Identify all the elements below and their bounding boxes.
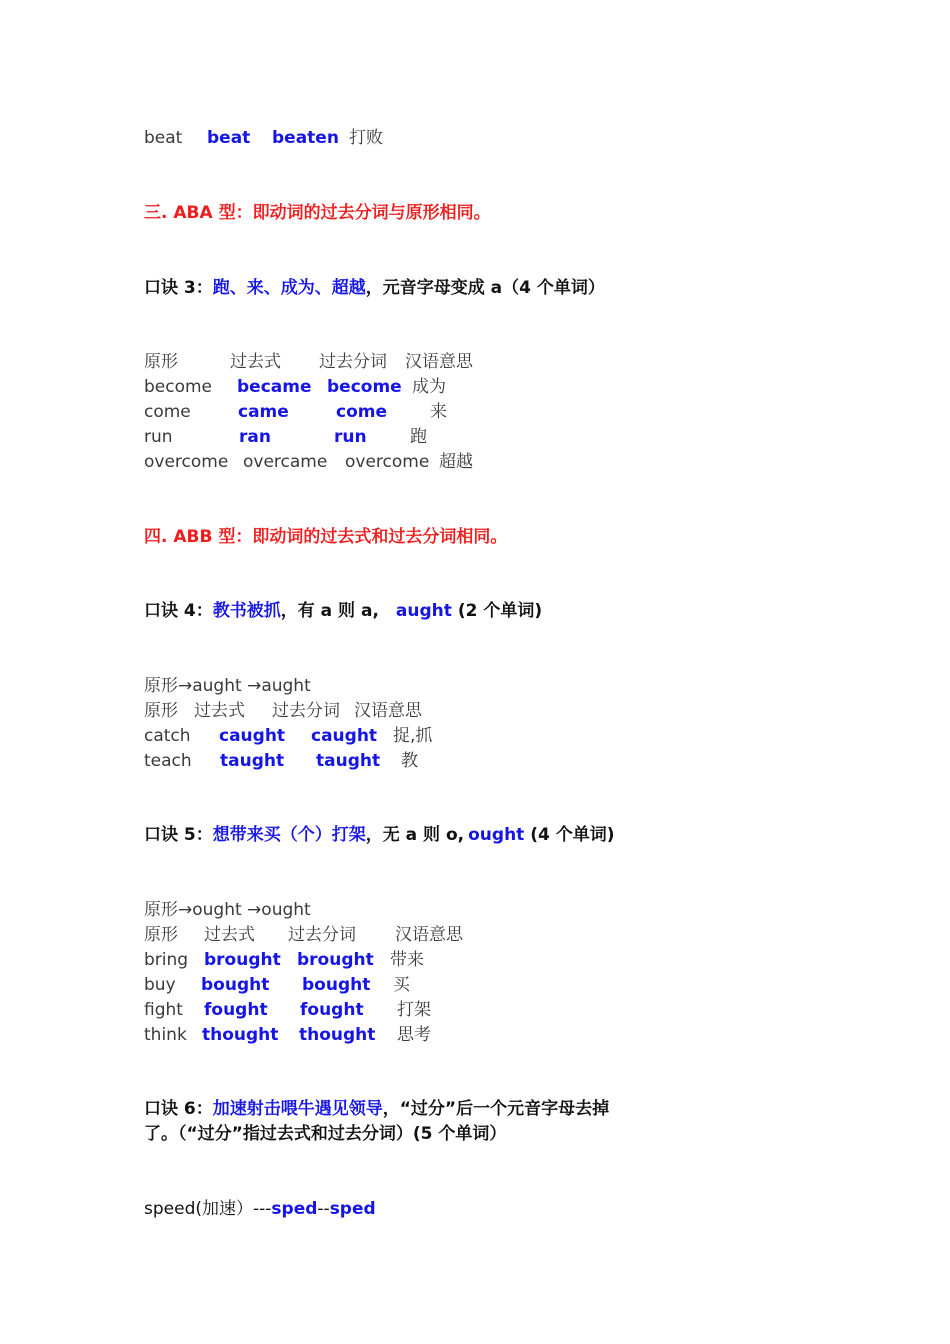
mnemonic-5 [144,823,615,847]
speed-base: speed(加速）--- [144,1199,272,1219]
col-header: 过去分词 [288,925,356,945]
mnemonic-ending: ought [468,825,525,845]
mnemonic-prefix: 口诀 5： [144,825,213,845]
base-form: think [144,1025,187,1045]
mnemonic-6 [144,1097,609,1121]
mnemonic-highlight: 教书被抓 [212,601,281,621]
past-tense: fought [204,1000,268,1020]
past-participle: taught [316,751,381,771]
past-participle: thought [299,1025,376,1045]
base-form: overcome [144,452,229,472]
base-form: teach [144,751,192,771]
col-header: 过去式 [204,925,255,945]
mnemonic-suffix: ，元音字母变成 a（4 个单词） [365,278,605,298]
base-form: become [144,377,213,397]
mnemonic-6-line2: 了。（“过分”指过去式和过去分词）(5 个单词） [144,1124,507,1144]
meaning: 成为 [412,377,446,397]
mnemonic-suffix: (4 个单词) [524,825,615,845]
past-participle: brought [297,950,374,970]
past-participle: run [334,427,367,447]
past-tense: overcame [243,452,328,472]
section-abb-heading: 四. ABB 型：即动词的过去式和过去分词相同。 [144,527,508,547]
mnemonic-4 [144,599,542,623]
past-tense: became [237,377,312,397]
past-participle: become [327,377,402,397]
meaning: 跑 [410,427,427,447]
col-header: 原形 [144,925,178,945]
meaning: 来 [430,402,447,422]
mnemonic-highlight: 跑、来、成为、超越 [212,278,366,298]
meaning: 超越 [439,452,473,472]
past-tense: came [238,402,289,422]
col-header: 过去式 [230,352,281,372]
base-form: beat [144,128,183,148]
separator: -- [317,1199,330,1219]
mnemonic-highlight: 加速射击喂牛遇见领导 [212,1099,383,1119]
mnemonic-ending: aught [395,601,452,621]
past-tense: beat [207,128,251,148]
col-header: 过去式 [194,701,245,721]
col-header: 汉语意思 [405,352,473,372]
mnemonic-prefix: 口诀 4： [144,601,213,621]
past-participle: fought [300,1000,364,1020]
col-header: 过去分词 [272,701,340,721]
meaning: 思考 [397,1025,431,1045]
meaning: 打架 [397,1000,431,1020]
mnemonic-3 [144,276,605,300]
past-tense: ran [239,427,271,447]
mnemonic-suffix: (2 个单词) [451,601,543,621]
mnemonic-highlight: 想带来买（个）打架 [212,825,366,845]
past-tense: thought [202,1025,279,1045]
past-participle: come [336,402,387,422]
pattern-line: 原形→aught →aught [144,676,311,696]
mnemonic-suffix: ，“过分”后一个元音字母去掉 [382,1099,610,1119]
base-form: run [144,427,173,447]
col-header: 汉语意思 [354,701,422,721]
mnemonic-prefix: 口诀 6： [144,1099,213,1119]
section-aba-heading: 三. ABA 型：即动词的过去分词与原形相同。 [144,203,491,223]
base-form: bring [144,950,189,970]
meaning: 捉,抓 [393,726,433,746]
base-form: fight [144,1000,183,1020]
meaning: 教 [401,751,418,771]
col-header: 原形 [144,701,178,721]
mnemonic-mid: ，有 a 则 a, [280,601,379,621]
speed-line [144,1197,376,1221]
past-tense: sped [271,1199,318,1219]
col-header: 原形 [144,352,178,372]
past-participle: sped [329,1199,376,1219]
past-tense: caught [219,726,286,746]
past-tense: bought [201,975,270,995]
meaning: 打败 [349,128,383,148]
past-tense: brought [204,950,281,970]
base-form: come [144,402,191,422]
col-header: 过去分词 [319,352,387,372]
base-form: buy [144,975,176,995]
past-participle: overcome [345,452,430,472]
meaning: 带来 [390,950,424,970]
mnemonic-mid: ，无 a 则 o, [365,825,465,845]
base-form: catch [144,726,191,746]
pattern-line: 原形→ought →ought [144,900,311,920]
meaning: 买 [393,975,410,995]
mnemonic-prefix: 口诀 3： [144,278,213,298]
past-participle: beaten [272,128,339,148]
past-participle: bought [302,975,371,995]
past-tense: taught [220,751,285,771]
past-participle: caught [311,726,378,746]
col-header: 汉语意思 [395,925,463,945]
